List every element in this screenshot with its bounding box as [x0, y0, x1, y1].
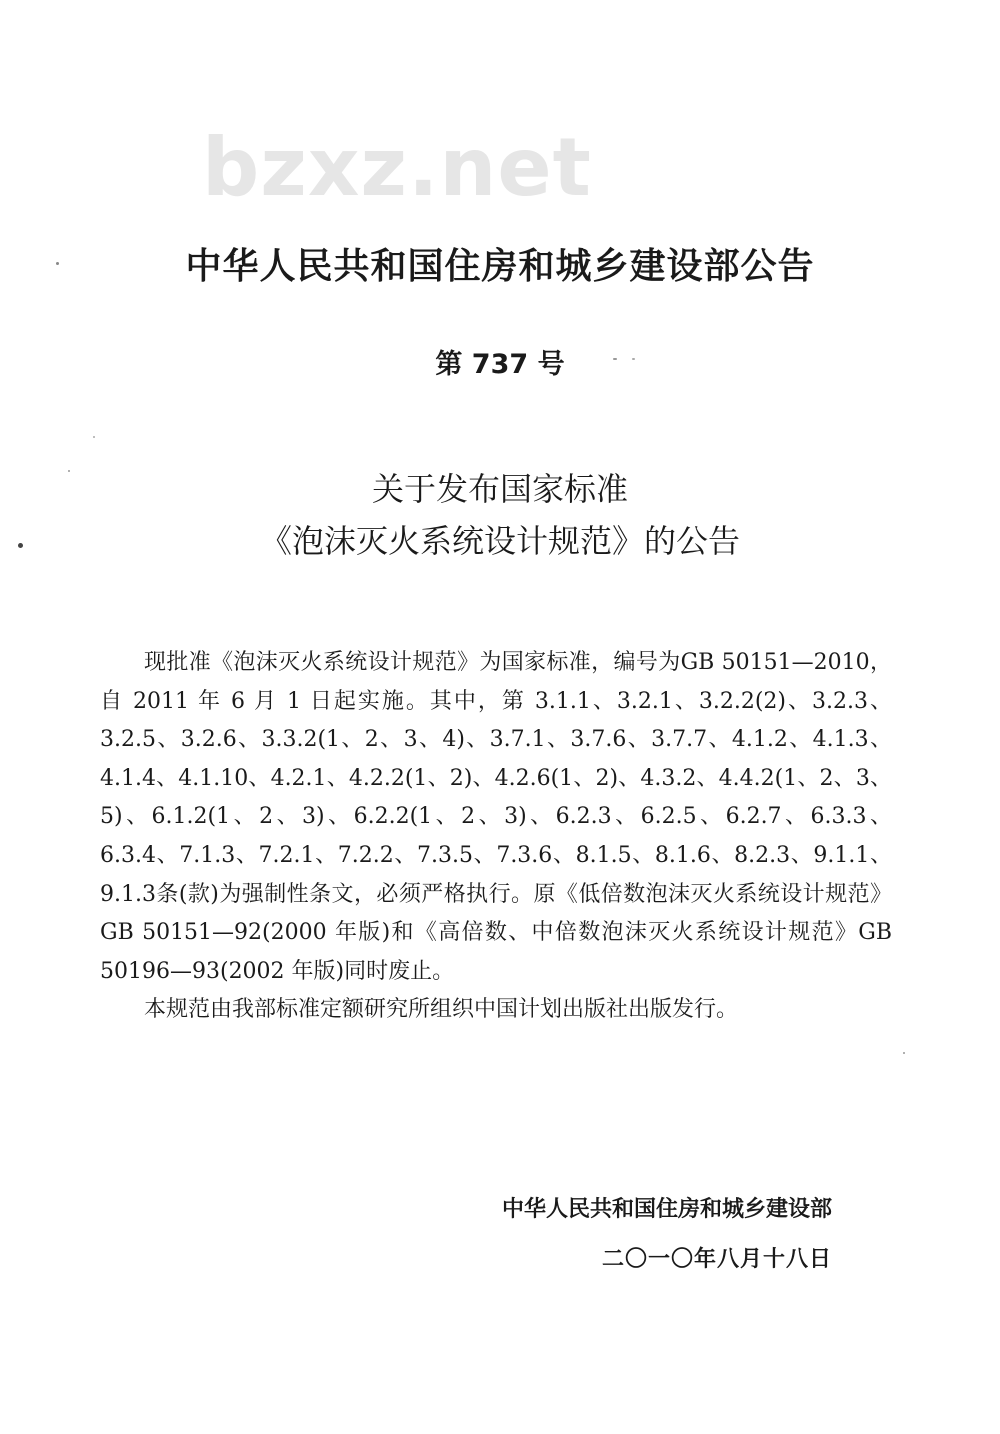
issuer-title: 中华人民共和国住房和城乡建设部公告 — [185, 246, 815, 287]
announcement-subtitle-line1: 关于发布国家标准 — [371, 470, 628, 508]
scan-speck — [68, 470, 70, 472]
issue-date: 二〇一〇年八月十八日 — [601, 1247, 832, 1272]
announcement-subtitle-line2: 《泡沫灭火系统设计规范》的公告 — [259, 522, 740, 560]
scan-speck — [56, 262, 59, 265]
scan-speck — [93, 436, 95, 438]
body-paragraph-approval: 现批准《泡沫灭火系统设计规范》为国家标准，编号为GB 50151—2010，自 2011 年 6 月 1 日起实施。其中，第 3.1.1、3.2.1、3.2.2(2)、3.2.3、3.2.5、3.2.6、3.3.2(1、2、3、4)、3.7.1、3.7.6、3.7.7、4.1.2、4.1.3、4.1.4、4.1.10、4.2.1、4.2.2(1、2)、4.2.6(1、2)、4.3.2、4.4.2(1、2、3、5)、6.1.2(1、2、3)、6.2.2(1、2、3)、6.2.3、6.2.5、6.2.7、6.3.3、6.3.4、7.1.3、7.2.1、7.2.2、7.3.5、7.3.6、8.1.5、8.1.6、8.2.3、9.1.1、9.1.3条(款)为强制性条文，必须严格执行。原《低倍数泡沫灭火系统设计规范》GB 50151—92(2000 年版)和《高倍数、中倍数泡沫灭火系统设计规范》GB 50196—93(2002 年版)同时废止。 — [100, 650, 892, 984]
body-paragraph-publication: 本规范由我部标准定额研究所组织中国计划出版社出版发行。 — [144, 997, 739, 1023]
scan-speck — [632, 358, 635, 360]
watermark-text: bzxz.net — [202, 121, 592, 214]
scan-speck — [613, 358, 617, 360]
announcement-body — [100, 644, 892, 1030]
announcement-number: 第 737 号 — [435, 349, 565, 380]
scan-speck — [18, 543, 23, 548]
scan-speck — [903, 1052, 905, 1054]
signing-authority: 中华人民共和国住房和城乡建设部 — [501, 1197, 832, 1222]
